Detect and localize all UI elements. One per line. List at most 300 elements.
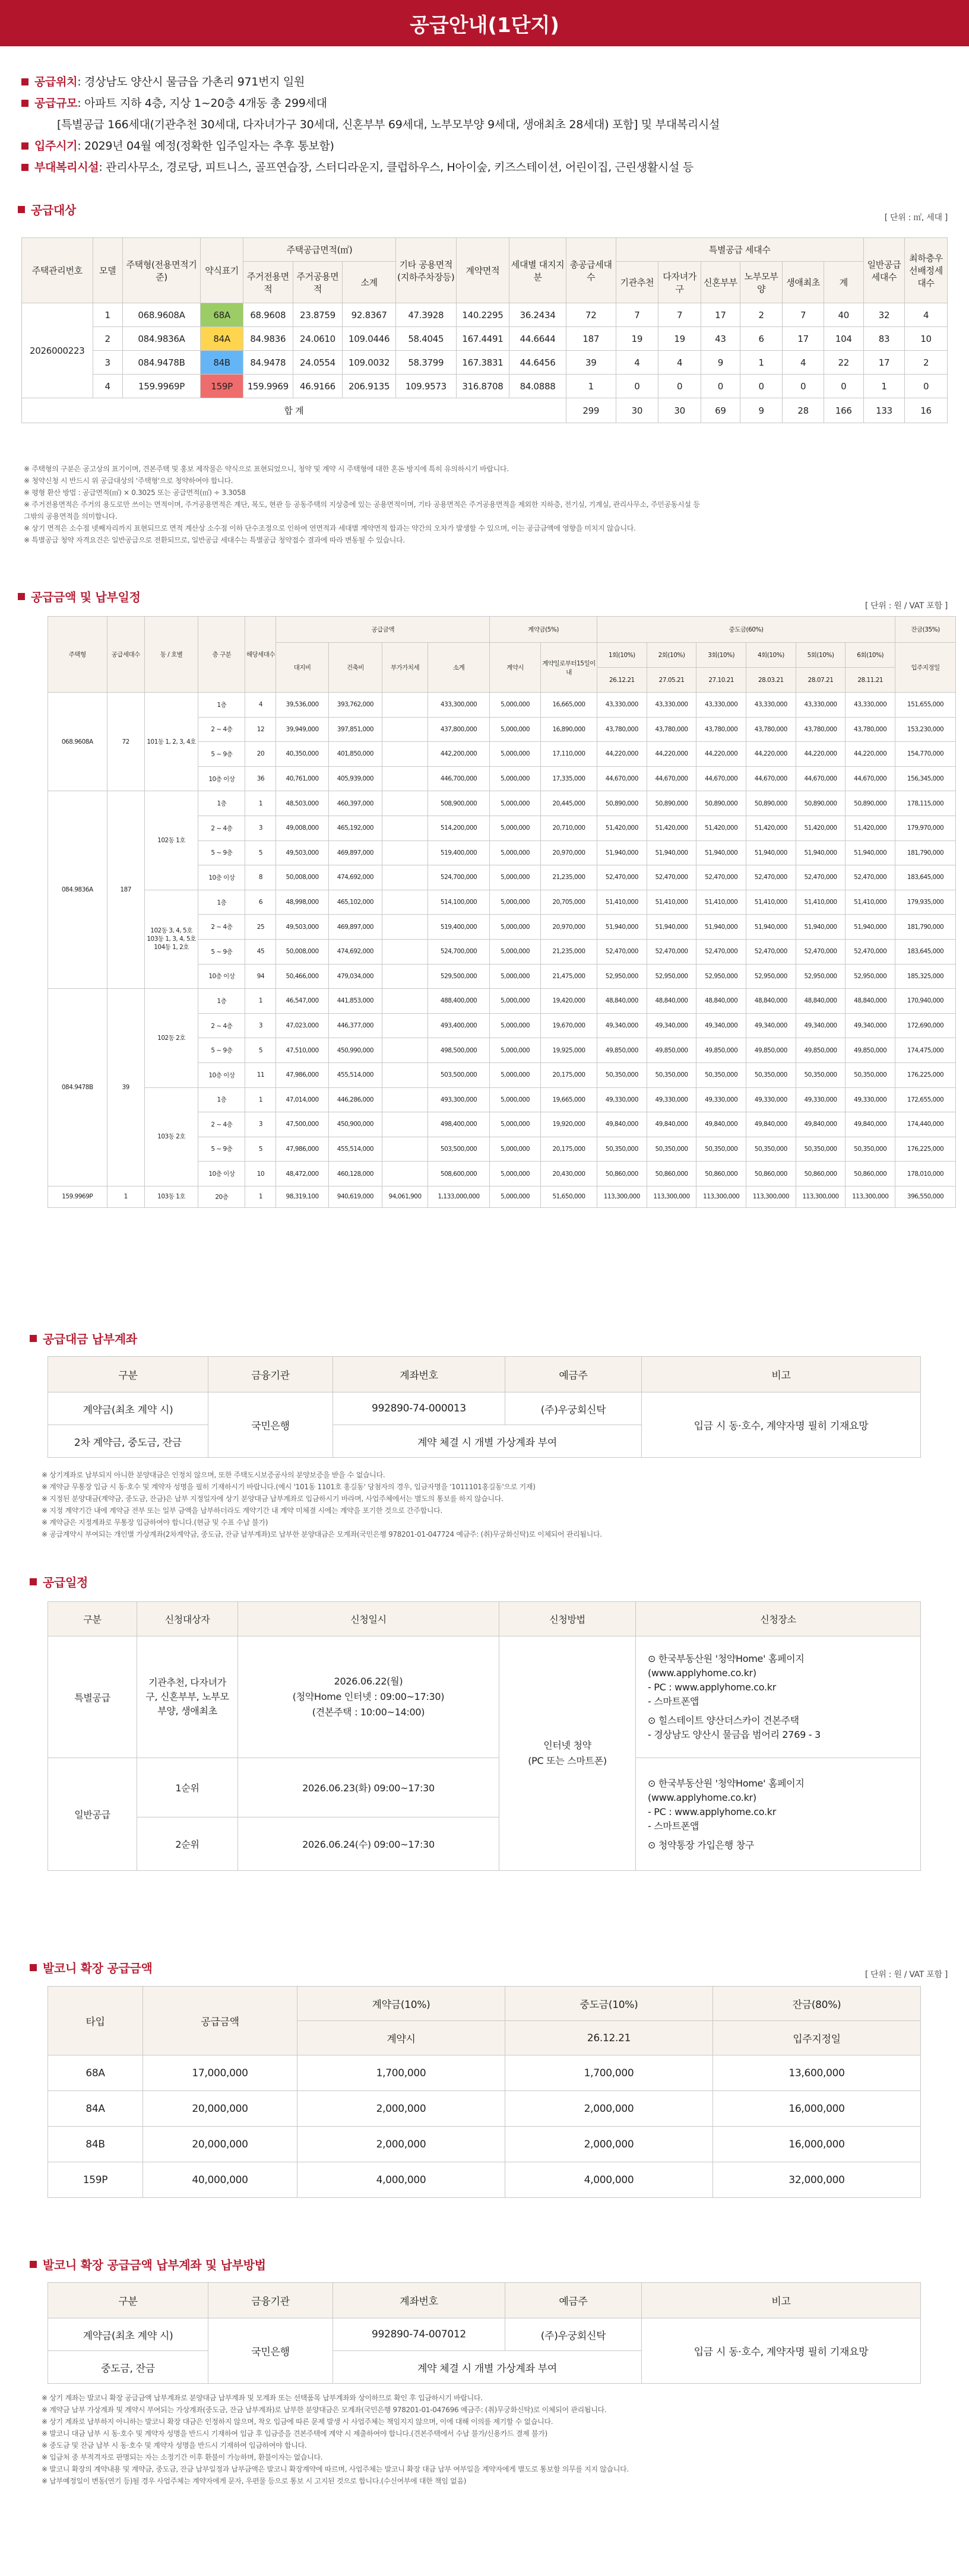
cell-p-value: 5,000,000 (490, 742, 541, 767)
account-r1: 계약금(최초 계약 시) (48, 1392, 208, 1425)
cell-p-value: 405,939,000 (328, 766, 382, 791)
cell-p-dong: 101동 1, 2, 3, 4호 (144, 693, 198, 791)
cell-p-value: 49,330,000 (746, 1087, 796, 1112)
cell-p-value: 16,890,000 (541, 717, 597, 742)
sched-special-date: 2026.06.22(월) (청약Home 인터넷 : 09:00~17:30) (견본주택 : 10:00~14:00) (238, 1636, 499, 1758)
cell-p-value: 52,470,000 (597, 865, 647, 890)
cell-p-value: 20,430,000 (541, 1162, 597, 1187)
account-title: 공급대금 납부계좌 (43, 1332, 137, 1346)
cell-p-value: 51,420,000 (597, 816, 647, 840)
cell-p-value: 52,470,000 (746, 865, 796, 890)
cell-value: 23.8759 (293, 303, 343, 327)
cell-p-value: 5 ~ 9층 (198, 840, 245, 865)
cell-p-value (382, 1137, 428, 1162)
account-section-header (0, 1330, 969, 1347)
cell-p-dong: 103동 2호 (144, 1087, 198, 1186)
cell-p-value: 5,000,000 (490, 1062, 541, 1087)
schedule-section-header (0, 1573, 969, 1590)
bacct-bank: 국민은행 (208, 2318, 333, 2384)
cell-p-value: 446,700,000 (428, 766, 490, 791)
target-row (22, 303, 948, 327)
cell-p-value: 113,300,000 (696, 1186, 746, 1207)
cell-p-value: 20,445,000 (541, 791, 597, 816)
cell-p-value: 1층 (198, 791, 245, 816)
page-header (0, 0, 969, 46)
th-b-mid: 중도금(10%) (505, 1987, 713, 2021)
balcony-row (48, 2091, 921, 2127)
bacct-table (48, 2282, 921, 2384)
cell-p-value: 51,940,000 (796, 840, 846, 865)
cell-p-value: 50,350,000 (746, 1137, 796, 1162)
cell-p-value: 51,410,000 (746, 890, 796, 915)
cell-p-value: 52,470,000 (796, 939, 846, 964)
cell-value: 7 (783, 303, 824, 327)
cell-value: 10 (905, 327, 948, 351)
th-p-m: 6회(10%) (846, 643, 895, 668)
cell-value: 40 (824, 303, 863, 327)
cell-p-value: 48,840,000 (696, 989, 746, 1014)
cell-p-value: 2 ~ 4층 (198, 1013, 245, 1038)
cell-p-value: 519,400,000 (428, 840, 490, 865)
cell-value: 1 (740, 351, 783, 375)
cell-p-value: 5 ~ 9층 (198, 1137, 245, 1162)
cell-p-value: 50,890,000 (846, 791, 895, 816)
cell-p-value: 44,670,000 (846, 766, 895, 791)
cell-p-value: 450,900,000 (328, 1112, 382, 1137)
cell-p-value: 49,340,000 (846, 1013, 895, 1038)
cell-p-value: 49,840,000 (746, 1112, 796, 1137)
cell-p-value: 49,008,000 (276, 816, 328, 840)
th-p-d1: 계약시 (490, 643, 541, 693)
cell-p-value (382, 717, 428, 742)
cell-p-type: 084.9836A (48, 791, 107, 989)
cell-p-value: 52,470,000 (696, 865, 746, 890)
cell-p-value: 49,850,000 (597, 1038, 647, 1063)
th-p-dong: 동 / 호별 (144, 617, 198, 693)
cell-p-value (382, 1162, 428, 1187)
cell-p-value: 113,300,000 (796, 1186, 846, 1207)
cell-p-value: 49,330,000 (796, 1087, 846, 1112)
cell-b-value: 32,000,000 (713, 2162, 921, 2198)
cell-p-value: 5,000,000 (490, 791, 541, 816)
cell-p-value: 52,950,000 (597, 964, 647, 989)
cell-p-value: 474,692,000 (328, 939, 382, 964)
cell-p-value: 50,890,000 (796, 791, 846, 816)
th-p-supply: 공급금액 (276, 617, 490, 643)
cell-value: 24.0610 (293, 327, 343, 351)
cell-value: 4 (783, 351, 824, 375)
cell-p-value: 94,061,900 (382, 1186, 428, 1207)
cell-p-value: 151,655,000 (895, 693, 956, 718)
cell-p-value: 172,655,000 (895, 1087, 956, 1112)
account-notes (0, 1469, 969, 1540)
cell-p-value: 50,466,000 (276, 964, 328, 989)
cell-p-value: 514,100,000 (428, 890, 490, 915)
th-p-m: 3회(10%) (696, 643, 746, 668)
cell-p-value: 12 (245, 717, 276, 742)
cell-b-value: 4,000,000 (505, 2162, 713, 2198)
cell-p-value: 44,220,000 (796, 742, 846, 767)
cell-total: 133 (863, 398, 904, 423)
cell-value: 0 (616, 375, 658, 398)
cell-p-value: 49,840,000 (597, 1112, 647, 1137)
cell-p-value: 1층 (198, 693, 245, 718)
note-line: ※ 계약금 무통장 입금 시 동·호수 및 계약자 성명을 필히 기재하시기 바랍니다.(예시 '101동 1101호 홍길동' 당첨자의 경우, 입금자명을 '1011101홍길동'으로 기재) (42, 1483, 536, 1491)
note-line: ※ 입금처 중 부적격자로 판명되는 자는 소정기간 이후 환불이 가능하며, 환불이자는 없습니다. (42, 2453, 323, 2461)
cell-b-value: 13,600,000 (713, 2055, 921, 2091)
th-p-m: 1회(10%) (597, 643, 647, 668)
sched-loc-general (636, 1758, 921, 1871)
cell-p-value: 1 (245, 989, 276, 1014)
schedule-table-wrap (0, 1601, 969, 1871)
th-p-deposit: 계약금(5%) (490, 617, 597, 643)
th-p-md: 28.03.21 (746, 668, 796, 693)
cell-p-value: 36 (245, 766, 276, 791)
cell-type: 068.9608A (122, 303, 201, 327)
cell-p-value: 170,940,000 (895, 989, 956, 1014)
cell-value: 6 (740, 327, 783, 351)
cell-p-value: 179,970,000 (895, 816, 956, 840)
account-number: 992890-74-000013 (333, 1392, 505, 1425)
th-p-m: 4회(10%) (746, 643, 796, 668)
price-section-header (0, 588, 969, 611)
cell-abbr: 84B (201, 351, 243, 375)
schedule-table (48, 1601, 921, 1871)
note-line: ※ 계약금은 지정계좌로 무통장 입금하여야 합니다.(현금 및 수표 수납 불가) (42, 1518, 268, 1527)
cell-p-value: 49,330,000 (846, 1087, 895, 1112)
cell-p-value: 460,397,000 (328, 791, 382, 816)
cell-p-value: 19,665,000 (541, 1087, 597, 1112)
target-row (22, 327, 948, 351)
cell-p-value: 51,410,000 (796, 890, 846, 915)
cell-p-value: 52,950,000 (647, 964, 696, 989)
bacct-note: 입금 시 동·호수, 계약자명 필히 기재요망 (642, 2318, 921, 2384)
info-item (21, 71, 969, 93)
cell-p-value: 49,340,000 (597, 1013, 647, 1038)
cell-p-value: 508,900,000 (428, 791, 490, 816)
cell-p-value: 43,330,000 (696, 693, 746, 718)
cell-p-value (382, 816, 428, 840)
cell-p-value: 450,990,000 (328, 1038, 382, 1063)
cell-p-value: 51,940,000 (746, 915, 796, 940)
note-line: ※ 특별공급 청약 자격요건은 일반공급으로 전환되므로, 일반공급 세대수는 특별공급 청약접수 결과에 따라 변동될 수 있습니다. (24, 536, 405, 544)
cell-p-value: 174,440,000 (895, 1112, 956, 1137)
cell-p-value: 10층 이상 (198, 1162, 245, 1187)
cell-p-value: 51,410,000 (696, 890, 746, 915)
cell-p-value: 51,420,000 (796, 816, 846, 840)
cell-type: 159.9969P (122, 375, 201, 398)
cell-p-value: 3 (245, 1013, 276, 1038)
cell-p-value: 514,200,000 (428, 816, 490, 840)
cell-p-value: 5,000,000 (490, 840, 541, 865)
sched-general: 일반공급 (48, 1758, 137, 1871)
sched-g1: 1순위 (137, 1758, 238, 1817)
location-line: - 스마트폰앱 (648, 1696, 699, 1707)
cell-p-value: 52,470,000 (647, 865, 696, 890)
cell-p-dong: 102동 1호 (144, 791, 198, 890)
cell-p-value: 51,940,000 (597, 915, 647, 940)
cell-p-value: 2 ~ 4층 (198, 915, 245, 940)
cell-p-value: 1층 (198, 890, 245, 915)
th-s5: 생애최초 (783, 262, 824, 303)
cell-p-value: 20 (245, 742, 276, 767)
th-p-md: 27.10.21 (696, 668, 746, 693)
cell-p-value: 5,000,000 (490, 989, 541, 1014)
th-s-0: 구분 (48, 1602, 137, 1636)
cell-p-value: 20층 (198, 1186, 245, 1207)
cell-p-value: 52,470,000 (696, 939, 746, 964)
cell-p-value: 45 (245, 939, 276, 964)
cell-value: 2 (740, 303, 783, 327)
cell-p-value: 5,000,000 (490, 939, 541, 964)
cell-p-value: 48,503,000 (276, 791, 328, 816)
price-row (48, 791, 956, 816)
bullet-icon (21, 78, 28, 85)
cell-p-value: 2 ~ 4층 (198, 816, 245, 840)
cell-p-value: 43,330,000 (796, 693, 846, 718)
cell-p-value: 52,950,000 (696, 964, 746, 989)
cell-p-value: 474,692,000 (328, 865, 382, 890)
cell-value: 0 (701, 375, 740, 398)
cell-p-value: 51,650,000 (541, 1186, 597, 1207)
cell-value: 0 (905, 375, 948, 398)
info-value: : 2029년 04월 예정(정확한 입주일자는 추후 통보함) (77, 139, 334, 153)
bullet-icon (21, 164, 28, 171)
th-code: 주택관리번호 (22, 238, 93, 303)
cell-p-value: 50,008,000 (276, 865, 328, 890)
cell-p-value: 43,330,000 (597, 693, 647, 718)
cell-p-value: 43,330,000 (846, 693, 895, 718)
cell-p-value: 498,400,000 (428, 1112, 490, 1137)
cell-b-value: 20,000,000 (143, 2091, 297, 2127)
cell-p-value: 49,503,000 (276, 840, 328, 865)
cell-p-value (382, 865, 428, 890)
info-value: : 아파트 지하 4층, 지상 1~20층 4개동 총 299세대 (77, 97, 327, 110)
cell-p-value: 172,690,000 (895, 1013, 956, 1038)
cell-model: 3 (93, 351, 122, 375)
cell-value: 24.0554 (293, 351, 343, 375)
target-unit: [ 단위 : ㎡, 세대 ] (884, 213, 948, 223)
cell-p-value: 19,920,000 (541, 1112, 597, 1137)
cell-p-value: 493,300,000 (428, 1087, 490, 1112)
cell-p-value: 113,300,000 (846, 1186, 895, 1207)
cell-p-value: 5,000,000 (490, 1186, 541, 1207)
cell-p-value: 44,670,000 (796, 766, 846, 791)
cell-p-value: 5 ~ 9층 (198, 1038, 245, 1063)
cell-p-value: 51,410,000 (647, 890, 696, 915)
cell-value: 167.4491 (456, 327, 509, 351)
cell-p-type: 159.9969P (48, 1186, 107, 1207)
sched-special: 특별공급 (48, 1636, 137, 1758)
info-item (21, 135, 969, 157)
cell-p-value: 50,890,000 (597, 791, 647, 816)
cell-p-value: 50,860,000 (597, 1162, 647, 1187)
cell-p-value: 94 (245, 964, 276, 989)
th-s3: 신혼부부 (701, 262, 740, 303)
cell-p-value (382, 791, 428, 816)
info-item (21, 114, 969, 135)
cell-p-value: 44,220,000 (597, 742, 647, 767)
cell-p-value (382, 890, 428, 915)
cell-total-label: 합 계 (22, 398, 566, 423)
cell-p-value: 51,940,000 (846, 915, 895, 940)
cell-p-dong: 102동 3, 4, 5호 103동 1, 3, 4, 5호 104동 1, 2호 (144, 890, 198, 988)
cell-p-value: 5,000,000 (490, 890, 541, 915)
cell-p-value: 455,514,000 (328, 1137, 382, 1162)
cell-p-value: 51,940,000 (647, 840, 696, 865)
cell-p-value: 52,470,000 (846, 939, 895, 964)
cell-value: 22 (824, 351, 863, 375)
cell-p-value: 21,235,000 (541, 939, 597, 964)
note-line: ※ 상기 면적은 소수점 넷째자리까지 표현되므로 면적 계산상 소수점 이하 단수조정으로 인하여 연면적과 세대별 계약면적 합과는 약간의 오차가 발생할 수 있으며, 이는 공급금액에 영향을 미치지 않습니다. (24, 524, 636, 532)
cell-p-value: 51,420,000 (746, 816, 796, 840)
info-label: 공급규모 (34, 97, 78, 110)
cell-p-value: 51,420,000 (846, 816, 895, 840)
cell-p-value (382, 693, 428, 718)
cell-p-value: 11 (245, 1062, 276, 1087)
cell-p-value: 43,780,000 (846, 717, 895, 742)
cell-p-units: 72 (107, 693, 144, 791)
cell-p-value: 183,645,000 (895, 865, 956, 890)
note-line: 그밖의 공용면적을 의미합니다. (24, 512, 118, 521)
cell-value: 206.9135 (343, 375, 396, 398)
balcony-section-header (0, 1959, 969, 1982)
cell-p-value (382, 1062, 428, 1087)
cell-p-value: 44,670,000 (746, 766, 796, 791)
account-note: 입금 시 동·호수, 계약자명 필히 기재요망 (642, 1392, 921, 1458)
cell-p-value: 50,350,000 (647, 1062, 696, 1087)
cell-p-value: 498,500,000 (428, 1038, 490, 1063)
cell-p-value (382, 939, 428, 964)
cell-model: 2 (93, 327, 122, 351)
cell-p-value: 47,014,000 (276, 1087, 328, 1112)
cell-b-value: 16,000,000 (713, 2091, 921, 2127)
cell-p-value: 19,925,000 (541, 1038, 597, 1063)
cell-p-value: 21,475,000 (541, 964, 597, 989)
info-value: [특별공급 166세대(기관추천 30세대, 다자녀가구 30세대, 신혼부부 69세대, 노부모부양 9세대, 생애최초 28세대) 포함] 및 부대복리시설 (57, 118, 720, 131)
cell-p-value (382, 964, 428, 989)
cell-value: 19 (658, 327, 701, 351)
cell-p-value: 5,000,000 (490, 1162, 541, 1187)
location-line: ⊙ 청약통장 가입은행 창구 (648, 1839, 755, 1851)
location-line: (www.applyhome.co.kr) (648, 1791, 756, 1803)
cell-p-value: 5,000,000 (490, 766, 541, 791)
cell-p-value: 40,350,000 (276, 742, 328, 767)
balcony-row (48, 2055, 921, 2091)
cell-p-value: 5,000,000 (490, 1013, 541, 1038)
cell-p-value: 6 (245, 890, 276, 915)
cell-value: 72 (566, 303, 616, 327)
th-p-floor: 층 구분 (198, 617, 245, 693)
cell-b-value: 84A (48, 2091, 143, 2127)
cell-value: 17 (701, 303, 740, 327)
cell-p-value: 178,115,000 (895, 791, 956, 816)
cell-p-value: 503,500,000 (428, 1137, 490, 1162)
cell-p-value: 50,350,000 (796, 1062, 846, 1087)
cell-p-value: 49,840,000 (647, 1112, 696, 1137)
cell-p-value: 455,514,000 (328, 1062, 382, 1087)
cell-p-value: 40,761,000 (276, 766, 328, 791)
cell-value: 104 (824, 327, 863, 351)
th-b-bal: 잔금(80%) (713, 1987, 921, 2021)
th-b-dep: 계약금(10%) (297, 1987, 505, 2021)
cell-p-value: 5,000,000 (490, 1038, 541, 1063)
target-title: 공급대상 (31, 203, 77, 217)
th-a-2: 계좌번호 (333, 1357, 505, 1392)
balcony-row (48, 2127, 921, 2162)
cell-p-value: 50,890,000 (746, 791, 796, 816)
cell-p-value: 51,420,000 (696, 816, 746, 840)
cell-p-units: 1 (107, 1186, 144, 1207)
sched-g2-date: 2026.06.24(수) 09:00~17:30 (238, 1817, 499, 1871)
cell-p-value: 50,350,000 (696, 1137, 746, 1162)
th-p-md: 28.11.21 (846, 668, 895, 693)
cell-b-value: 159P (48, 2162, 143, 2198)
cell-p-value: 48,840,000 (647, 989, 696, 1014)
th-type: 주택형(전용면적기준) (122, 238, 201, 303)
cell-p-value: 488,400,000 (428, 989, 490, 1014)
cell-p-value: 5,000,000 (490, 1087, 541, 1112)
cell-p-value: 51,940,000 (696, 915, 746, 940)
cell-p-value: 49,340,000 (746, 1013, 796, 1038)
cell-p-value: 52,950,000 (746, 964, 796, 989)
cell-value: 316.8708 (456, 375, 509, 398)
cell-p-value: 401,850,000 (328, 742, 382, 767)
info-item (21, 157, 969, 178)
price-row (48, 890, 956, 915)
cell-p-value: 4 (245, 693, 276, 718)
cell-p-value: 503,500,000 (428, 1062, 490, 1087)
cell-p-value: 940,619,000 (328, 1186, 382, 1207)
cell-value: 84.0888 (509, 375, 566, 398)
cell-p-value: 51,940,000 (746, 840, 796, 865)
cell-p-value: 181,790,000 (895, 840, 956, 865)
cell-b-value: 1,700,000 (297, 2055, 505, 2091)
cell-p-value: 43,330,000 (746, 693, 796, 718)
cell-value: 32 (863, 303, 904, 327)
note-line: ※ 상기계좌로 납부되지 아니한 분양대금은 인정치 않으며, 또한 주택도시보증공사의 분양보증을 받을 수 없습니다. (42, 1471, 385, 1479)
cell-p-value: 52,950,000 (796, 964, 846, 989)
cell-p-value: 52,470,000 (746, 939, 796, 964)
info-label: 공급위치 (34, 75, 78, 88)
th-a-3: 예금주 (505, 1357, 642, 1392)
account-holder: (주)우궁회신탁 (505, 1392, 642, 1425)
cell-p-value: 39,949,000 (276, 717, 328, 742)
target-notes (0, 463, 969, 546)
location-line: ⊙ 한국부동산원 '청약Home' 홈페이지 (648, 1777, 805, 1789)
page-title: 공급안내(1단지) (410, 13, 559, 37)
cell-p-value: 44,670,000 (597, 766, 647, 791)
info-label: 부대복리시설 (34, 161, 99, 174)
th-b-mid2: 26.12.21 (505, 2021, 713, 2055)
cell-p-value (382, 840, 428, 865)
cell-p-value: 20,970,000 (541, 840, 597, 865)
cell-p-value: 44,220,000 (746, 742, 796, 767)
cell-p-value: 49,340,000 (796, 1013, 846, 1038)
cell-p-value: 46,547,000 (276, 989, 328, 1014)
th-p-m: 5회(10%) (796, 643, 846, 668)
note-line: ※ 주거전용면적은 주거의 용도로만 쓰이는 면적이며, 주거공용면적은 계단, 복도, 현관 등 공동주택의 지상층에 있는 공용면적이며, 기타 공용면적은 주거공용면적을 제외한 지하층, 전기실, 기계실, 관리사무소, 주민공동시설 등 (24, 500, 700, 509)
cell-p-value: 3 (245, 1112, 276, 1137)
cell-p-value: 49,850,000 (696, 1038, 746, 1063)
cell-p-value: 43,780,000 (597, 717, 647, 742)
cell-p-value: 16,665,000 (541, 693, 597, 718)
cell-total: 299 (566, 398, 616, 423)
cell-p-value: 154,770,000 (895, 742, 956, 767)
cell-b-value: 68A (48, 2055, 143, 2091)
cell-code: 2026000223 (22, 303, 93, 398)
cell-p-value: 5,000,000 (490, 1137, 541, 1162)
